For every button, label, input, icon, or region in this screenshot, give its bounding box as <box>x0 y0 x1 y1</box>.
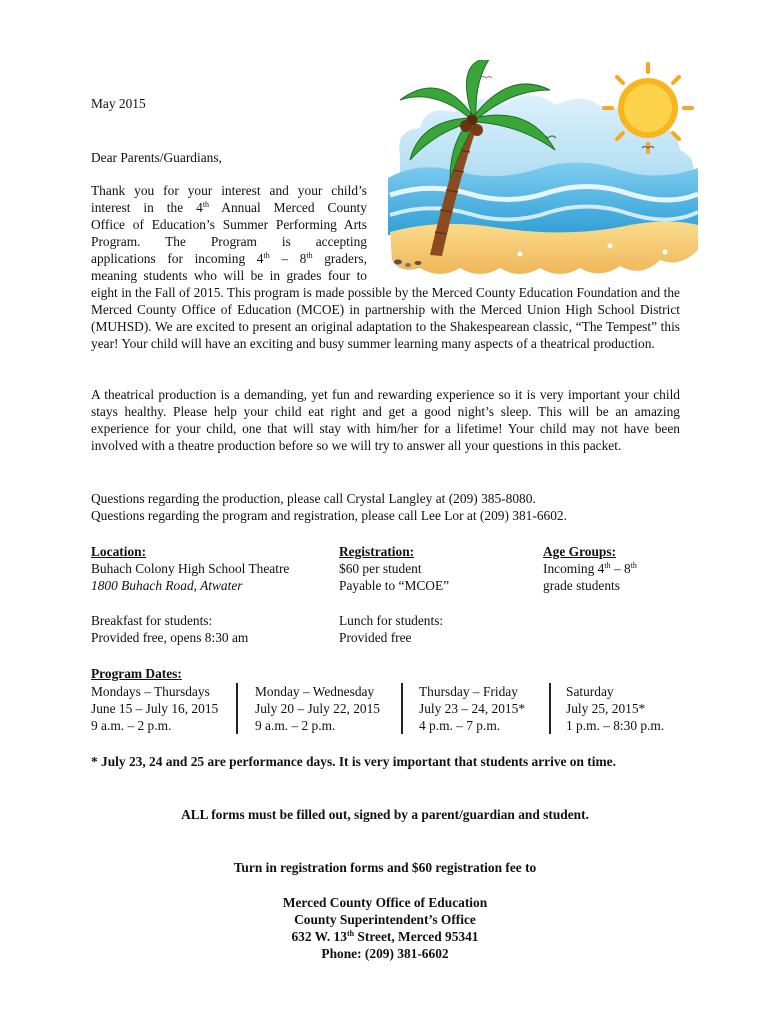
age-groups-heading: Age Groups: <box>543 544 617 559</box>
beach-palm-tree-illustration <box>380 60 705 282</box>
mailing-address <box>0 894 770 962</box>
location-heading: Location: <box>91 544 147 559</box>
age-groups-line-1: Incoming 4th – 8th <box>543 561 637 576</box>
program-times: 9 a.m. – 2 p.m. <box>255 718 336 733</box>
registration-payable: Payable to “MCOE” <box>339 578 450 593</box>
lunch-heading: Lunch for students: <box>339 613 444 628</box>
program-times: 9 a.m. – 2 p.m. <box>91 718 172 733</box>
breakfast-detail: Provided free, opens 8:30 am <box>91 630 249 645</box>
registration-fee: $60 per student <box>339 561 422 576</box>
location-name: Buhach Colony High School Theatre <box>91 561 290 576</box>
address-street: 632 W. 13th Street, Merced 95341 <box>291 929 479 944</box>
program-dates-column <box>91 683 218 734</box>
program-times: 4 p.m. – 7 p.m. <box>419 718 501 733</box>
health-paragraph: A theatrical production is a demanding, yet fun and rewarding experience so it is very important your child stays healthy. Please help your child eat right and get a good night’s sleep. This will be an amazing experience for your child, one that will stay with him/her for a lifetime! Your child may not have been involved with a theatre production before so we will try to answer all your questions in this packet. <box>91 387 680 453</box>
program-date-range: July 25, 2015* <box>566 701 646 716</box>
performance-days-note: * July 23, 24 and 25 are performance days. It is very important that students arrive on time. <box>91 754 616 769</box>
letter-date: May 2015 <box>91 96 146 111</box>
intro-line-3: Office of Education’s Summer Performing Arts <box>91 217 367 232</box>
breakfast-heading: Breakfast for students: <box>91 613 213 628</box>
program-dates-column <box>566 683 664 734</box>
program-date-range: July 20 – July 22, 2015 <box>255 701 380 716</box>
program-dates-column <box>419 683 525 734</box>
column-divider <box>236 683 238 734</box>
column-divider <box>401 683 403 734</box>
salutation: Dear Parents/Guardians, <box>91 150 222 165</box>
lunch-detail: Provided free <box>339 630 412 645</box>
turn-in-instructions: Turn in registration forms and $60 registration fee to <box>233 860 537 875</box>
address-phone: Phone: (209) 381-6602 <box>321 946 449 961</box>
forms-note: ALL forms must be filled out, signed by a parent/guardian and student. <box>181 807 589 822</box>
program-date-range: July 23 – 24, 2015* <box>419 701 526 716</box>
questions-program: Questions regarding the program and registration, please call Lee Lor at (209) 381-6602. <box>91 508 567 523</box>
intro-paragraph-rest: eight in the Fall of 2015. This program is made possible by the Merced County Education Foundation and the Merced County Office of Education (MCOE) in partnership with the Merced Union High School District (MUHSD). We are excited to present an original adaptation to the Shakespearean classic, “The Tempest” this year! Your child will have an exciting and busy summer learning many aspects of a theatrical production. <box>91 285 680 351</box>
program-dates-column <box>255 683 380 734</box>
address-office: County Superintendent’s Office <box>294 912 476 927</box>
intro-line-6: meaning students who will be in grades four to <box>91 268 367 283</box>
registration-heading: Registration: <box>339 544 415 559</box>
intro-line-2: interest in the 4th Annual Merced County <box>91 200 367 215</box>
intro-line-5: applications for incoming 4th – 8th graders, <box>91 251 367 266</box>
program-date-range: June 15 – July 16, 2015 <box>91 701 219 716</box>
column-divider <box>549 683 551 734</box>
address-org: Merced County Office of Education <box>282 895 488 910</box>
program-days: Monday – Wednesday <box>255 684 375 699</box>
intro-line-4: Program. The Program is accepting <box>91 234 367 249</box>
program-days: Mondays – Thursdays <box>91 684 210 699</box>
location-address: 1800 Buhach Road, Atwater <box>91 578 243 593</box>
intro-paragraph-top <box>91 182 367 284</box>
program-times: 1 p.m. – 8:30 p.m. <box>566 718 665 733</box>
program-days: Thursday – Friday <box>419 684 518 699</box>
program-dates-heading: Program Dates: <box>91 666 182 681</box>
program-days: Saturday <box>566 684 614 699</box>
age-groups-line-2: grade students <box>543 578 620 593</box>
questions-production: Questions regarding the production, please call Crystal Langley at (209) 385-8080. <box>91 491 536 506</box>
intro-line-1: Thank you for your interest and your child’s <box>91 183 367 198</box>
